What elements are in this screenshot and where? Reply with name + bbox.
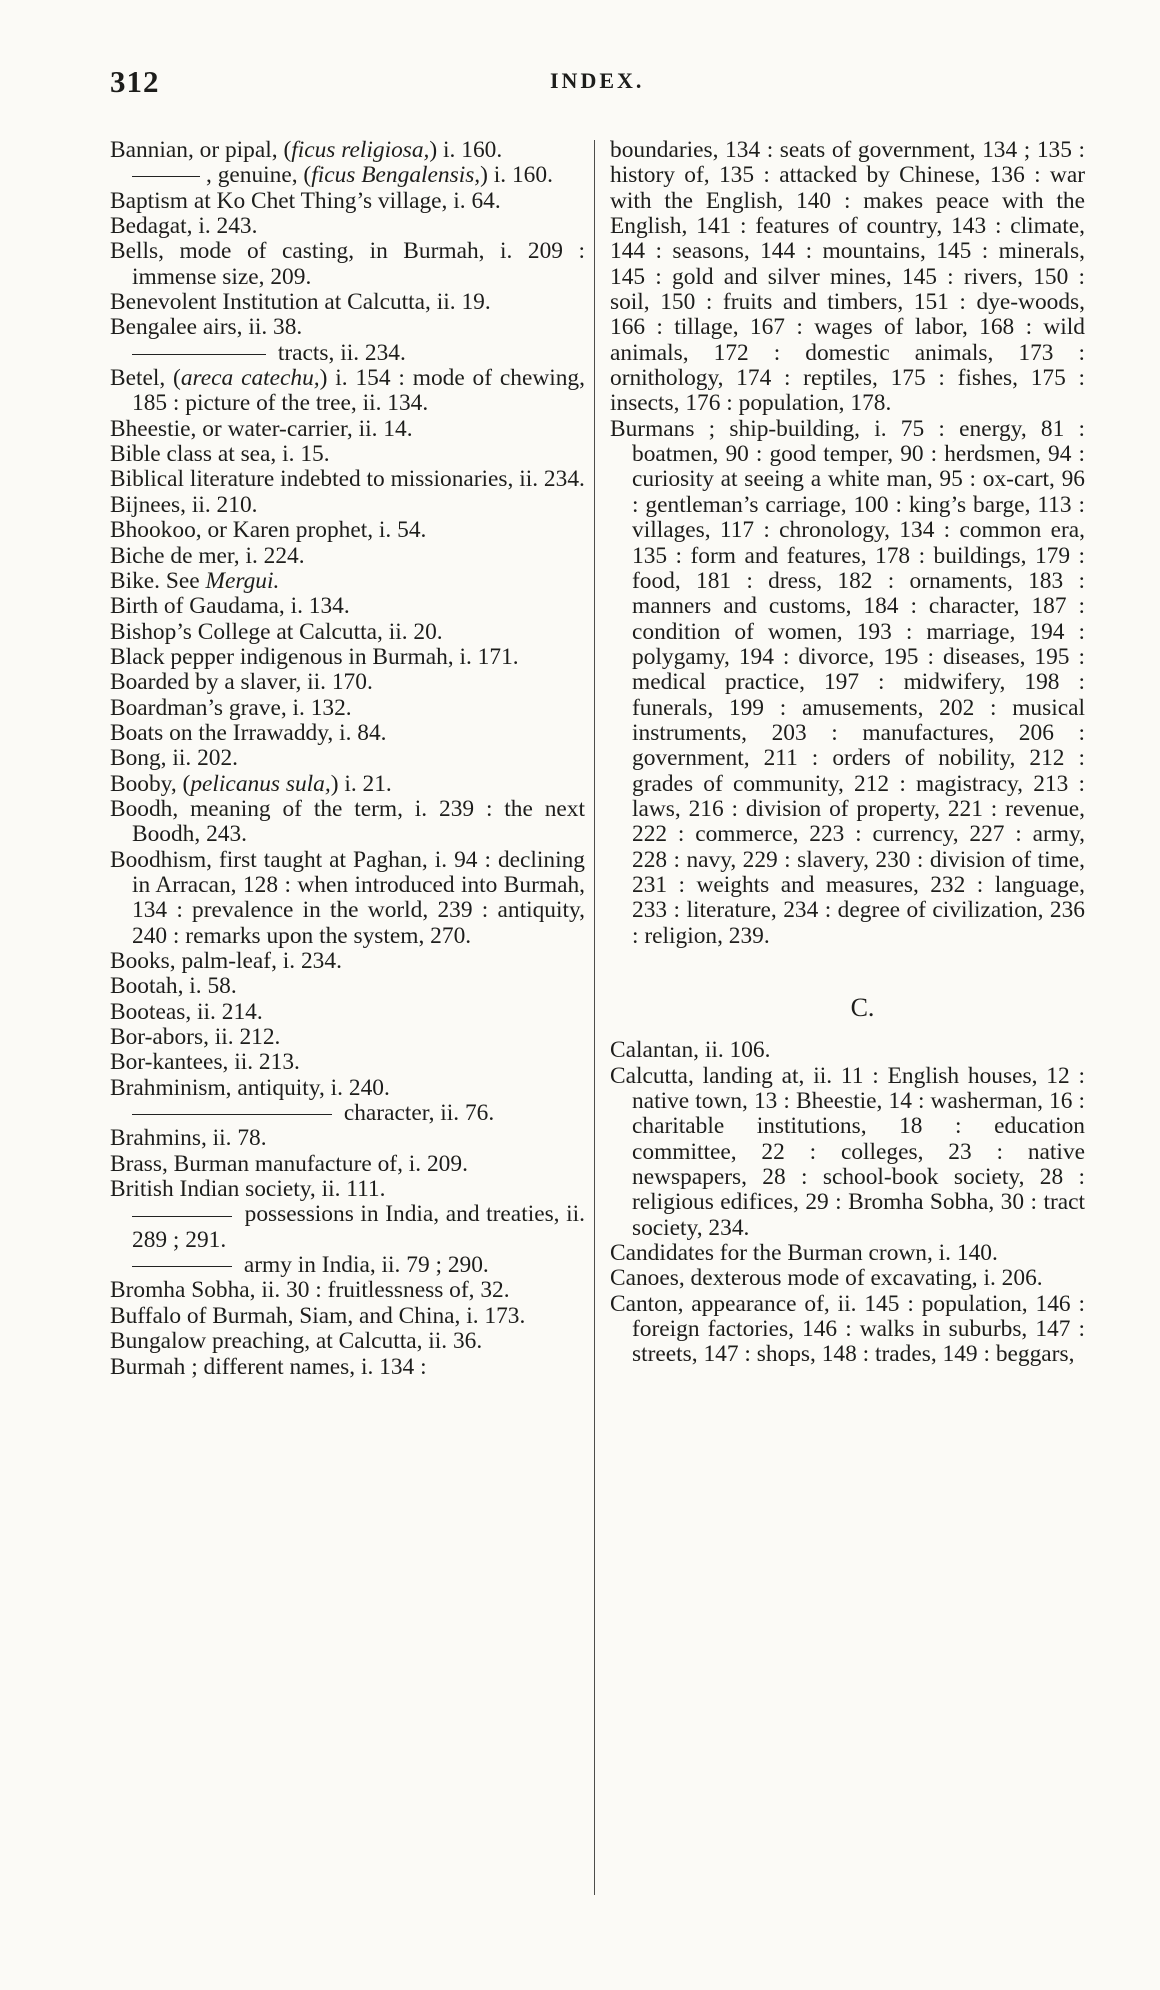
index-entries-b [610,138,1085,949]
index-entries-c [610,1038,1085,1367]
index-entry: Bhookoo, or Karen prophet, i. 54. [110,517,427,544]
ditto-dash [132,1266,232,1267]
index-entry: Bungalow preaching, at Calcutta, ii. 36. [110,1328,483,1355]
ditto-dash [132,176,200,177]
index-entry: Bible class at sea, i. 15. [110,441,330,468]
index-entry: Burmah ; different names, i. 134 : [110,1353,427,1380]
running-head: INDEX. [550,68,645,93]
index-entry: , genuine, (ficus Bengalensis,) i. 160. [110,163,585,188]
index-entry: Boats on the Irrawaddy, i. 84. [110,719,387,746]
index-entry: Bor-abors, ii. 212. [110,1024,281,1051]
index-entry: Black pepper indigenous in Burmah, i. 171. [110,643,519,670]
index-entry: Benevolent Institution at Calcutta, ii. 19. [110,289,491,316]
index-entry: Baptism at Ko Chet Thing’s village, i. 64. [110,187,501,214]
index-entry: Brahmins, ii. 78. [110,1125,267,1152]
index-entry: Burmans ; ship-building, i. 75 : energy, 81 : boatmen, 90 : good temper, 90 : herdsmen, 94 : curiosity at seeing a white man, 95 : ox-cart, 96 : gentleman’s carriage, 100 : king’s barge, 113 : villages, 117 : chronology, 134 : common era, 135 : form and features, 178 : buildings, 179 : food, 181 : dress, 182 : ornaments, 183 : manners and customs, 184 : character, 187 : condition of women, 193 : marriage, 194 : polygamy, 194 : divorce, 195 : diseases, 195 : medical practice, 197 : midwifery, 198 : funerals, 199 : amusements, 202 : musical instruments, 203 : manufactures, 206 : government, 211 : orders of nobility, 212 : grades of community, 212 : magistracy, 213 : laws, 216 : division of property, 221 : revenue, 222 : commerce, 223 : currency, 227 : army, 228 : navy, 229 : slavery, 230 : division of time, 231 : weights and measures, 232 : language, 233 : literature, 234 : degree of civilization, 236 : religion, 239. [610,415,1085,949]
index-entry: Bijnees, ii. 210. [110,491,258,518]
index-entry: Betel, (areca catechu,) i. 154 : mode of chewing, 185 : picture of the tree, ii. 134. [110,365,585,417]
index-entry: Bootah, i. 58. [110,973,237,1000]
index-entry: tracts, ii. 234. [110,341,585,366]
ditto-dash [132,1216,232,1217]
index-entry: Boodhism, first taught at Paghan, i. 94 : declining in Arracan, 128 : when introduced into Burmah, 134 : prevalence in the world, 239 : antiquity, 240 : remarks upon the system, 270. [110,846,585,949]
index-entry: Biche de mer, i. 224. [110,542,305,569]
index-entry: Boardman’s grave, i. 132. [110,694,352,721]
index-entry: Bells, mode of casting, in Burmah, i. 209 : immense size, 209. [110,238,585,290]
index-entry: British Indian society, ii. 111. [110,1176,386,1203]
index-entry: Bannian, or pipal, (ficus religiosa,) i. 160. [110,137,503,163]
index-column-left [110,138,585,1380]
index-entry: Birth of Gaudama, i. 134. [110,593,350,620]
index-entry: Candidates for the Burman crown, i. 140. [610,1240,998,1267]
index-entry: Bedagat, i. 243. [110,213,258,240]
index-entry: Booteas, ii. 214. [110,998,263,1025]
ditto-dash [132,1114,332,1115]
index-entry: character, ii. 76. [110,1101,585,1126]
index-column-right [610,138,1085,1368]
index-entry: Brass, Burman manufacture of, i. 209. [110,1150,468,1177]
index-entry: Calantan, ii. 106. [610,1037,771,1064]
index-entry: Bike. See Mergui. [110,567,280,594]
index-entry: Booby, (pelicanus sula,) i. 21. [110,770,392,797]
index-entry: Calcutta, landing at, ii. 11 : English houses, 12 : native town, 13 : Bheestie, 14 : washerman, 16 : charitable institutions, 18 : education committee, 22 : colleges, 23 : native newspapers, 28 : school-book society, 28 : religious edifices, 29 : Bromha Sobha, 30 : tract society, 234. [610,1062,1085,1241]
section-letter: C. [850,993,875,1022]
ditto-dash [132,354,266,355]
index-entry: Canton, appearance of, ii. 145 : population, 146 : foreign factories, 146 : walks in suburbs, 147 : streets, 147 : shops, 148 : trades, 149 : beggars, [610,1290,1085,1368]
index-entry: army in India, ii. 79 ; 290. [110,1253,585,1278]
index-entry: Bheestie, or water-carrier, ii. 14. [110,415,413,442]
index-entry: Brahminism, antiquity, i. 240. [110,1074,390,1101]
index-entry: Bromha Sobha, ii. 30 : fruitlessness of, 32. [110,1277,510,1304]
index-entry: Buffalo of Burmah, Siam, and China, i. 173. [110,1302,526,1329]
index-entry: Biblical literature indebted to missionaries, ii. 234. [110,466,585,493]
index-entry: boundaries, 134 : seats of government, 134 ; 135 : history of, 135 : attacked by Chinese, 136 : war with the English, 140 : makes peace with the English, 141 : features of country, 143 : climate, 144 : seasons, 144 : mountains, 145 : minerals, 145 : gold and silver mines, 145 : rivers, 150 : soil, 150 : fruits and timbers, 151 : dye-woods, 166 : tillage, 167 : wages of labor, 168 : wild animals, 172 : domestic animals, 173 : ornithology, 174 : reptiles, 175 : fishes, 175 : insects, 176 : population, 178. [610,137,1085,417]
index-entry: Canoes, dexterous mode of excavating, i. 206. [610,1265,1043,1292]
index-entry: Bong, ii. 202. [110,745,239,772]
index-entry: possessions in India, and treaties, ii. 289 ; 291. [132,1201,585,1253]
index-entry: Boarded by a slaver, ii. 170. [110,669,373,696]
index-entry: Bor-kantees, ii. 213. [110,1049,300,1076]
page-header [110,56,1090,99]
page-number: 312 [110,64,160,99]
index-entry: Boodh, meaning of the term, i. 239 : the next Boodh, 243. [110,795,585,848]
column-divider [594,140,595,1895]
index-entry: Bengalee airs, ii. 38. [110,314,303,341]
index-entry: Bishop’s College at Calcutta, ii. 20. [110,618,443,645]
index-entry: Books, palm-leaf, i. 234. [110,948,342,974]
